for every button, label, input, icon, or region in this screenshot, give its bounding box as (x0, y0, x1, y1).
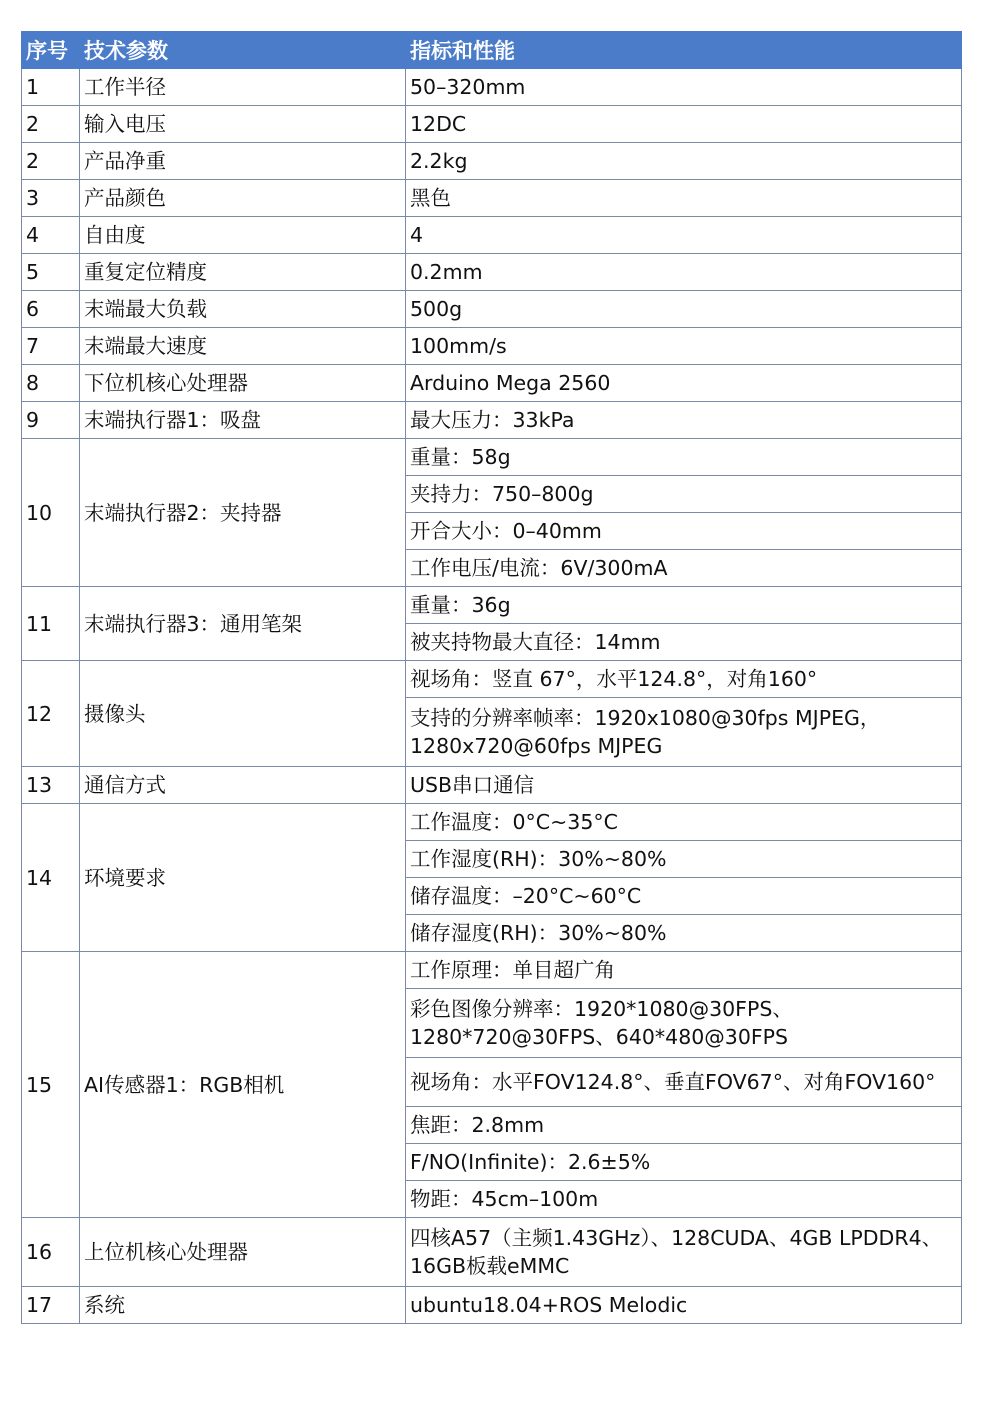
row-number: 11 (22, 587, 80, 661)
spec-cell: 工作电压/电流：6V/300mA (406, 550, 962, 587)
spec-cell: 被夹持物最大直径：14mm (406, 624, 962, 661)
table-row (22, 217, 962, 254)
row-number: 1 (22, 69, 80, 106)
spec-cell: 4 (406, 217, 962, 254)
header-row (22, 32, 962, 69)
spec-cell: 最大压力：33kPa (406, 402, 962, 439)
row-number: 4 (22, 217, 80, 254)
table-row (22, 106, 962, 143)
spec-cell: 50–320mm (406, 69, 962, 106)
param-cell: 末端执行器3：通用笔架 (80, 587, 406, 661)
table-row (22, 767, 962, 804)
param-cell: 重复定位精度 (80, 254, 406, 291)
spec-cell: 重量：58g (406, 439, 962, 476)
spec-cell: 储存温度：–20°C~60°C (406, 878, 962, 915)
param-cell: 摄像头 (80, 661, 406, 767)
row-number: 13 (22, 767, 80, 804)
table-row (22, 69, 962, 106)
spec-cell: 储存湿度(RH)：30%~80% (406, 915, 962, 952)
row-number: 16 (22, 1218, 80, 1287)
spec-body (22, 69, 962, 1324)
param-cell: 末端最大负载 (80, 291, 406, 328)
row-number: 8 (22, 365, 80, 402)
spec-cell: 视场角：竖直 67°，水平124.8°，对角160° (406, 661, 962, 698)
table-row (22, 439, 962, 476)
param-cell: 下位机核心处理器 (80, 365, 406, 402)
param-cell: 环境要求 (80, 804, 406, 952)
spec-cell: 焦距：2.8mm (406, 1107, 962, 1144)
param-cell: 末端最大速度 (80, 328, 406, 365)
row-number: 2 (22, 143, 80, 180)
table-row (22, 804, 962, 841)
spec-cell: 视场角：水平FOV124.8°、垂直FOV67°、对角FOV160° (406, 1058, 962, 1107)
spec-table (21, 31, 962, 1324)
spec-cell: 四核A57（主频1.43GHz）、128CUDA、4GB LPDDR4、16GB板载eMMC (406, 1218, 962, 1287)
spec-cell: 100mm/s (406, 328, 962, 365)
row-number: 17 (22, 1287, 80, 1324)
header-no: 序号 (22, 32, 80, 69)
param-cell: 自由度 (80, 217, 406, 254)
table-row (22, 143, 962, 180)
row-number: 15 (22, 952, 80, 1218)
param-cell: 上位机核心处理器 (80, 1218, 406, 1287)
table-row (22, 1218, 962, 1287)
spec-cell: 2.2kg (406, 143, 962, 180)
spec-cell: 开合大小：0–40mm (406, 513, 962, 550)
header-param: 技术参数 (80, 32, 406, 69)
row-number: 9 (22, 402, 80, 439)
spec-cell: 工作湿度(RH)：30%~80% (406, 841, 962, 878)
param-cell: 输入电压 (80, 106, 406, 143)
param-cell: 工作半径 (80, 69, 406, 106)
param-cell: 末端执行器1：吸盘 (80, 402, 406, 439)
row-number: 12 (22, 661, 80, 767)
table-row (22, 661, 962, 698)
spec-cell: 12DC (406, 106, 962, 143)
spec-cell: 支持的分辨率帧率：1920x1080@30fps MJPEG，1280x720@60fps MJPEG (406, 698, 962, 767)
spec-cell: F/NO(Infinite)：2.6±5% (406, 1144, 962, 1181)
table-row (22, 952, 962, 989)
spec-cell: USB串口通信 (406, 767, 962, 804)
param-cell: AI传感器1：RGB相机 (80, 952, 406, 1218)
table-row (22, 291, 962, 328)
row-number: 10 (22, 439, 80, 587)
row-number: 14 (22, 804, 80, 952)
param-cell: 末端执行器2：夹持器 (80, 439, 406, 587)
table-row (22, 365, 962, 402)
spec-cell: 工作温度：0°C~35°C (406, 804, 962, 841)
spec-cell: 500g (406, 291, 962, 328)
spec-cell: 重量：36g (406, 587, 962, 624)
table-row (22, 587, 962, 624)
table-row (22, 1287, 962, 1324)
spec-cell: 工作原理：单目超广角 (406, 952, 962, 989)
table-row (22, 180, 962, 217)
row-number: 3 (22, 180, 80, 217)
param-cell: 产品颜色 (80, 180, 406, 217)
spec-cell: 物距：45cm–100m (406, 1181, 962, 1218)
spec-cell: 黑色 (406, 180, 962, 217)
header-spec: 指标和性能 (406, 32, 962, 69)
param-cell: 产品净重 (80, 143, 406, 180)
spec-cell: 0.2mm (406, 254, 962, 291)
table-row (22, 254, 962, 291)
spec-cell: 彩色图像分辨率：1920*1080@30FPS、1280*720@30FPS、640*480@30FPS (406, 989, 962, 1058)
spec-cell: ubuntu18.04+ROS Melodic (406, 1287, 962, 1324)
row-number: 5 (22, 254, 80, 291)
row-number: 2 (22, 106, 80, 143)
spec-cell: 夹持力：750–800g (406, 476, 962, 513)
param-cell: 通信方式 (80, 767, 406, 804)
table-row (22, 402, 962, 439)
row-number: 6 (22, 291, 80, 328)
table-row (22, 328, 962, 365)
param-cell: 系统 (80, 1287, 406, 1324)
spec-cell: Arduino Mega 2560 (406, 365, 962, 402)
row-number: 7 (22, 328, 80, 365)
